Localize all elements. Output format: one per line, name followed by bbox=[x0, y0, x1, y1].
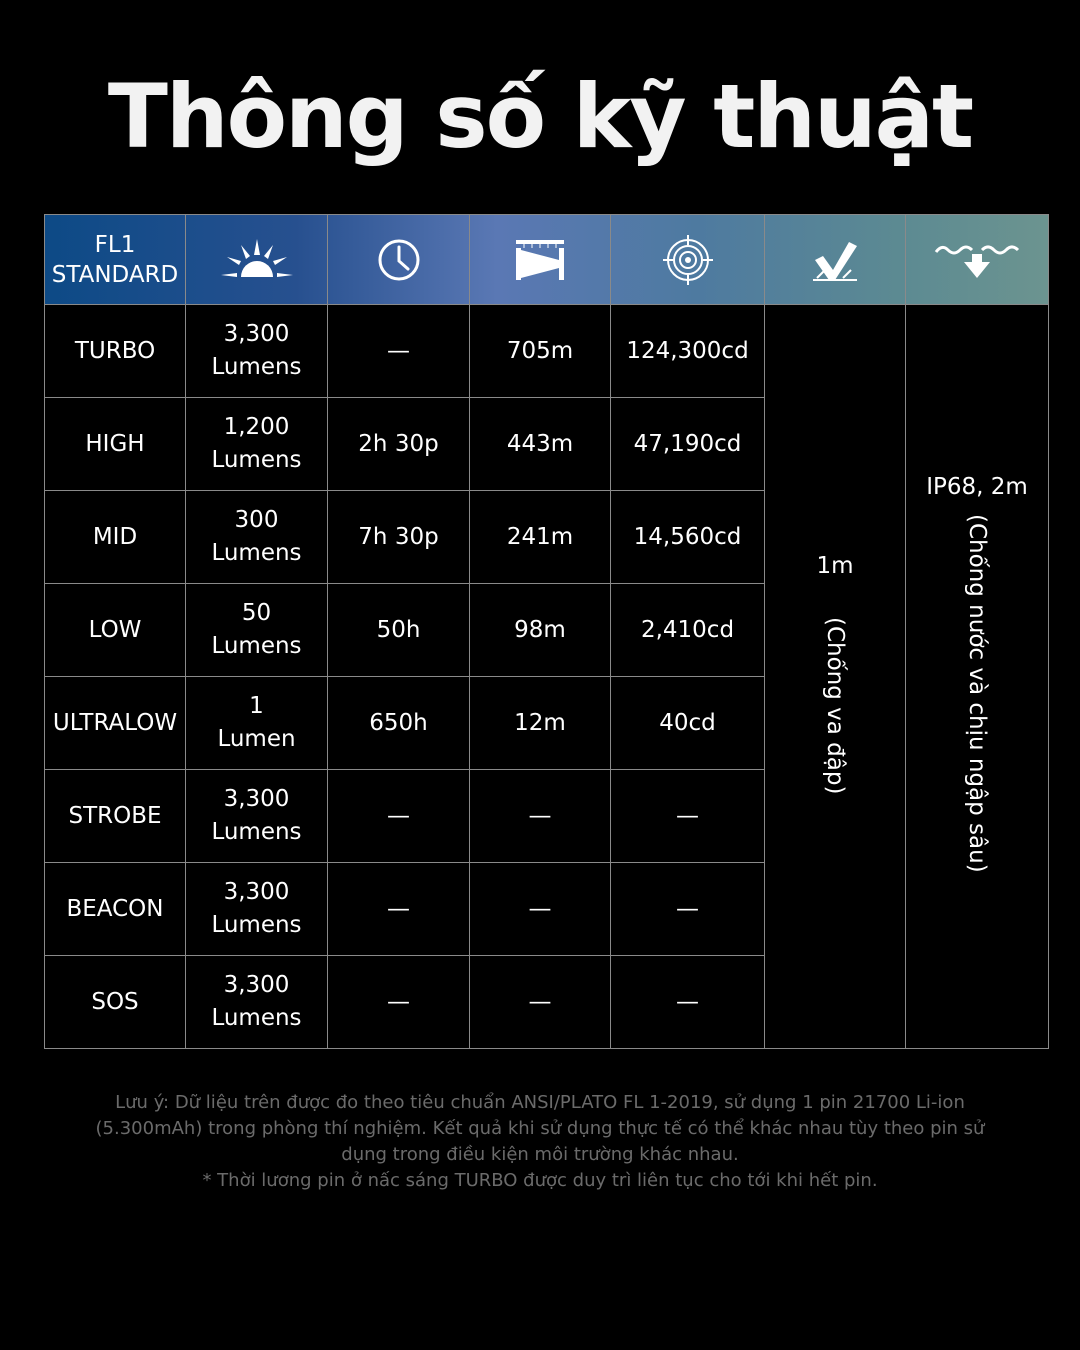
impact-cell bbox=[765, 305, 906, 1049]
lumens-value: 50 bbox=[241, 600, 272, 626]
impact-note: (Chống va đập) bbox=[822, 616, 848, 795]
runtime-cell: — bbox=[328, 863, 470, 956]
mode-cell: LOW bbox=[45, 584, 186, 677]
distance-cell: — bbox=[470, 770, 611, 863]
intensity-cell: 40cd bbox=[611, 677, 765, 770]
brightness-header bbox=[186, 215, 328, 305]
model-name-cell bbox=[45, 215, 186, 305]
intensity-cell: — bbox=[611, 863, 765, 956]
intensity-cell: 124,300cd bbox=[611, 305, 765, 398]
lumens-cell bbox=[186, 956, 328, 1049]
lumens-cell bbox=[186, 491, 328, 584]
lumens-value: 3,300 bbox=[223, 879, 290, 905]
distance-cell: — bbox=[470, 863, 611, 956]
model-line-2: STANDARD bbox=[51, 261, 179, 288]
waterproof-icon bbox=[934, 240, 1020, 280]
spec-table bbox=[44, 214, 1049, 1049]
intensity-cell: — bbox=[611, 770, 765, 863]
lumens-cell bbox=[186, 584, 328, 677]
waterproof-header bbox=[906, 215, 1049, 305]
mode-cell: STROBE bbox=[45, 770, 186, 863]
lumens-unit: Lumen bbox=[217, 726, 296, 752]
runtime-cell: 50h bbox=[328, 584, 470, 677]
mode-cell: MID bbox=[45, 491, 186, 584]
footnote-line: Lưu ý: Dữ liệu trên được đo theo tiêu chuẩn ANSI/PLATO FL 1-2019, sử dụng 1 pin 21700 Li-ion bbox=[115, 1092, 965, 1113]
lumens-unit: Lumens bbox=[211, 912, 302, 938]
mode-cell: ULTRALOW bbox=[45, 677, 186, 770]
lumens-cell bbox=[186, 863, 328, 956]
impact-header bbox=[765, 215, 906, 305]
lumens-value: 1,200 bbox=[223, 414, 290, 440]
lumens-value: 1 bbox=[249, 693, 264, 719]
lumens-cell bbox=[186, 770, 328, 863]
runtime-header bbox=[328, 215, 470, 305]
lumens-value: 3,300 bbox=[223, 972, 290, 998]
runtime-cell: 650h bbox=[328, 677, 470, 770]
distance-icon bbox=[514, 238, 566, 282]
runtime-cell: 2h 30p bbox=[328, 398, 470, 491]
mode-cell: BEACON bbox=[45, 863, 186, 956]
mode-cell: HIGH bbox=[45, 398, 186, 491]
model-line-1: FL1 bbox=[94, 231, 136, 258]
lumens-unit: Lumens bbox=[211, 633, 302, 659]
lumens-unit: Lumens bbox=[211, 447, 302, 473]
table-header-row bbox=[45, 215, 1049, 305]
distance-header bbox=[470, 215, 611, 305]
waterproof-note: (Chống nước và chịu ngập sâu) bbox=[964, 514, 990, 873]
footnote-line: dụng trong điều kiện môi trường khác nhau. bbox=[341, 1144, 739, 1165]
impact-icon bbox=[811, 238, 859, 282]
distance-cell: 12m bbox=[470, 677, 611, 770]
lumens-unit: Lumens bbox=[211, 819, 302, 845]
intensity-cell: 47,190cd bbox=[611, 398, 765, 491]
intensity-cell: 2,410cd bbox=[611, 584, 765, 677]
runtime-cell: 7h 30p bbox=[328, 491, 470, 584]
runtime-cell: — bbox=[328, 305, 470, 398]
waterproof-cell bbox=[906, 305, 1049, 1049]
impact-value: 1m bbox=[816, 552, 854, 579]
distance-cell: 705m bbox=[470, 305, 611, 398]
lumens-cell bbox=[186, 305, 328, 398]
mode-cell: TURBO bbox=[45, 305, 186, 398]
clock-icon bbox=[376, 237, 422, 283]
lumens-cell bbox=[186, 398, 328, 491]
table-row bbox=[45, 305, 1049, 398]
target-icon bbox=[663, 235, 713, 285]
intensity-header bbox=[611, 215, 765, 305]
distance-cell: — bbox=[470, 956, 611, 1049]
lumens-unit: Lumens bbox=[211, 1005, 302, 1031]
lumens-value: 300 bbox=[234, 507, 279, 533]
distance-cell: 443m bbox=[470, 398, 611, 491]
distance-cell: 98m bbox=[470, 584, 611, 677]
lumens-value: 3,300 bbox=[223, 321, 290, 347]
runtime-cell: — bbox=[328, 770, 470, 863]
footnote-line: (5.300mAh) trong phòng thí nghiệm. Kết quả khi sử dụng thực tế có thể khác nhau tùy theo pin sử bbox=[95, 1118, 985, 1139]
lumens-unit: Lumens bbox=[211, 540, 302, 566]
intensity-cell: 14,560cd bbox=[611, 491, 765, 584]
mode-cell: SOS bbox=[45, 956, 186, 1049]
footnote-line: * Thời lương pin ở nấc sáng TURBO được duy trì liên tục cho tới khi hết pin. bbox=[202, 1170, 878, 1191]
waterproof-value: IP68, 2m bbox=[926, 474, 1028, 501]
distance-cell: 241m bbox=[470, 491, 611, 584]
brightness-icon bbox=[219, 237, 295, 283]
lumens-cell bbox=[186, 677, 328, 770]
lumens-value: 3,300 bbox=[223, 786, 290, 812]
lumens-unit: Lumens bbox=[211, 354, 302, 380]
footnote bbox=[40, 1090, 1040, 1194]
intensity-cell: — bbox=[611, 956, 765, 1049]
runtime-cell: — bbox=[328, 956, 470, 1049]
page-title: Thông số kỹ thuật bbox=[107, 65, 973, 168]
